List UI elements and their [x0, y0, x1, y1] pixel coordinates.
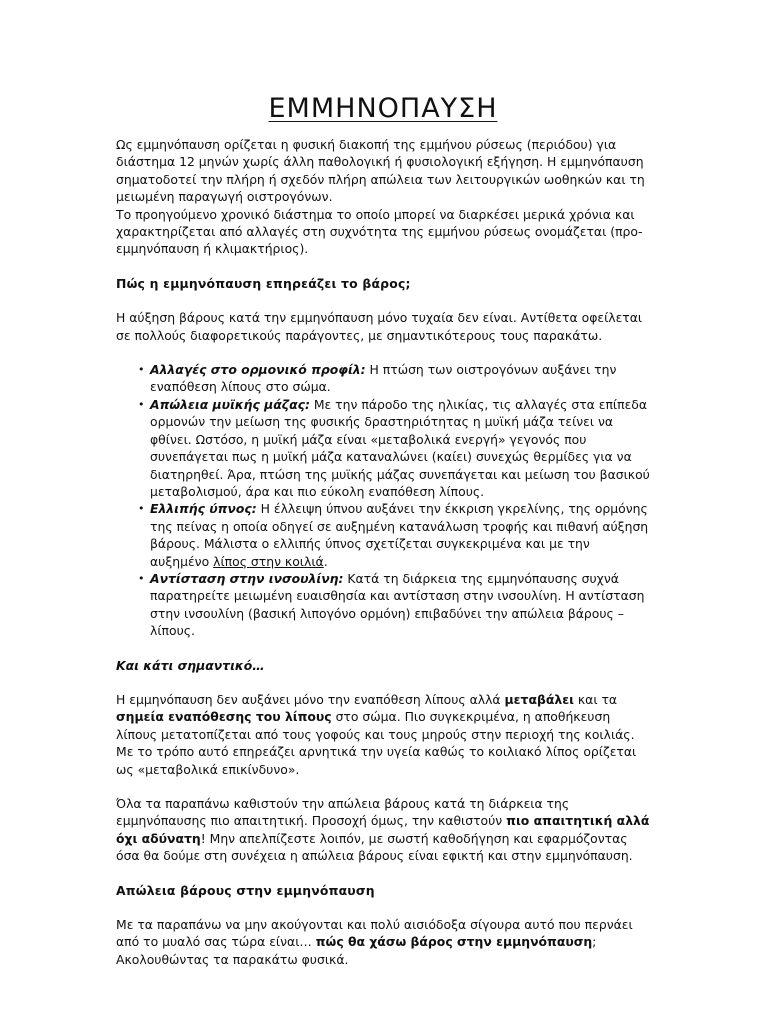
list-item-term: Απώλεια μυϊκής μάζας:	[150, 396, 310, 412]
bold-text: μεταβάλει	[504, 691, 574, 707]
list-item-text: Η πτώση των οιστρογόνων αυξάνει την εναπόθεση λίπους στο σώμα.	[150, 362, 617, 395]
belly-fat-link[interactable]: λίπος στην κοιλιά	[213, 553, 324, 569]
page-title: ΕΜΜΗΝΟΠΑΥΣΗ	[268, 93, 498, 124]
list-item-text: Με την πάροδο της ηλικίας, τις αλλαγές στα επίπεδα ορμονών την μείωση της φυσικής δραστηριότητας η μυϊκή μάζα τείνει να φθίνει. Ωστόσο, η μυϊκή μάζα είναι «μεταβολικά ενεργή» γεγονός που συνεπάγεται πως η μυϊκή μάζα καταναλώνει (καίει) συνεχώς θερμίδες για να διατηρηθεί. Άρα, πτώση της μυϊκής μάζας συνεπάγεται και μείωση του βασικού μεταβολισμού, άρα και πιο εύκολη εναπόθεση λίπους.	[150, 396, 650, 499]
text-run: και τα	[573, 691, 618, 707]
section-heading-important: Και κάτι σημαντικό…	[116, 657, 265, 673]
list-item-text: Η έλλειψη ύπνου αυξάνει την έκκριση γκρελίνης, της ορμόνης της πείνας η οποία οδηγεί σε αυξημένη κατανάλωση τροφής και πιθανή αύξηση βάρους. Μάλιστα ο ελλιπής ύπνος σχετίζεται συγκεκριμένα και με την αυξημένο	[150, 501, 649, 569]
intro-paragraph-2: Το προηγούμενο χρονικό διάστημα το οποίο μπορεί να διαρκέσει μερικά χρόνια και χαρακτηρίζεται από αλλαγές στη συχνότητα της εμμήνου ρύσεως ονομάζεται (προ-εμμηνόπαυση ή κλιμακτήριος).	[116, 206, 643, 257]
list-item	[138, 396, 650, 500]
text-run: Με τα παραπάνω να μην ακούγονται και πολύ αισιόδοξα σίγουρα αυτό που περνάει από το μυαλό σας τώρα είναι…	[116, 917, 633, 950]
bold-text: πώς θα χάσω βάρος στην εμμηνόπαυση	[315, 934, 593, 950]
weight-loss-paragraph	[116, 916, 650, 968]
text-run: Όλα τα παραπάνω καθιστούν την απώλεια βάρους κατά τη διάρκεια της εμμηνόπαυσης πιο απαιτητική. Προσοχή όμως, την καθιστούν	[116, 796, 570, 829]
bold-text: πιο απαιτητική αλλά όχι αδύνατη	[116, 813, 650, 846]
bold-text: σημεία εναπόθεσης του λίπους	[116, 709, 332, 725]
bullet-icon: •	[138, 397, 145, 411]
list-item	[138, 361, 650, 396]
fat-distribution-paragraph	[116, 691, 650, 778]
section-heading-weight-loss: Απώλεια βάρους στην εμμηνόπαυση	[116, 882, 375, 898]
text-run: Η εμμηνόπαυση δεν αυξάνει μόνο την εναπόθεση λίπους αλλά	[116, 691, 505, 707]
list-item-term: Αλλαγές στο ορμονικό προφίλ:	[150, 362, 366, 378]
text-run: ! Μην απελπίζεστε λοιπόν, με σωστή καθοδήγηση και εφαρμόζοντας όσα θα δούμε στη συνέχεια η απώλεια βάρους είναι εφικτή και στην εμμηνόπαυση.	[116, 830, 633, 864]
list-item-text: Κατά τη διάρκεια της εμμηνόπαυσης συχνά παρατηρείτε μειωμένη ευαισθησία και αντίσταση στην ινσουλίνη. Η αντίσταση στην ινσουλίνη (βασική λιπογόνο ορμόνη) επιβαδύνει την απώλεια βάρους – λίπους.	[150, 570, 645, 639]
text-run: στο σώμα. Πιο συγκεκριμένα, η αποθήκευση λίπους μετατοπίζεται από τους γοφούς και τους μηρούς στην περιοχή της κοιλιάς. Με το τρόπο αυτό επηρεάζει αρνητικά την υγεία καθώς το κοιλιακό λίπος ορίζεται ως «μεταβολικά επικίνδυνο».	[116, 709, 637, 777]
bullet-icon: •	[138, 502, 145, 516]
bullet-icon: •	[138, 571, 145, 585]
list-item-term: Αντίσταση στην ινσουλίνη:	[150, 570, 344, 586]
section-paragraph: Η αύξηση βάρους κατά την εμμηνόπαυση μόνο τυχαία δεν είναι. Αντίθετα οφείλεται σε πολλούς διαφορετικούς παράγοντες, με σημαντικότερους τους παρακάτω.	[116, 310, 643, 343]
section-heading-weight: Πώς η εμμηνόπαυση επηρεάζει το βάρος;	[116, 275, 411, 291]
list-item	[138, 500, 650, 570]
list-item	[138, 570, 650, 640]
text-run: ; Ακολουθώντας τα παρακάτω φυσικά.	[116, 934, 597, 967]
list-item-term: Ελλιπής ύπνος:	[150, 501, 257, 517]
difficulty-paragraph	[116, 795, 650, 865]
factors-list	[116, 361, 650, 640]
list-item-text-end: .	[323, 553, 328, 569]
intro-paragraph-1: Ως εμμηνόπαυση ορίζεται η φυσική διακοπή της εμμήνου ρύσεως (περιόδου) για διάστημα 12 μηνών χωρίς άλλη παθολογική ή φυσιολογική εξήγηση. Η εμμηνόπαυση σηματοδοτεί την πλήρη ή σχεδόν πλήρη απώλεια των λειτουργικών ωοθηκών και τη μειωμένη παραγωγή οιστρογόνων.	[116, 137, 645, 205]
bullet-icon: •	[138, 363, 145, 377]
